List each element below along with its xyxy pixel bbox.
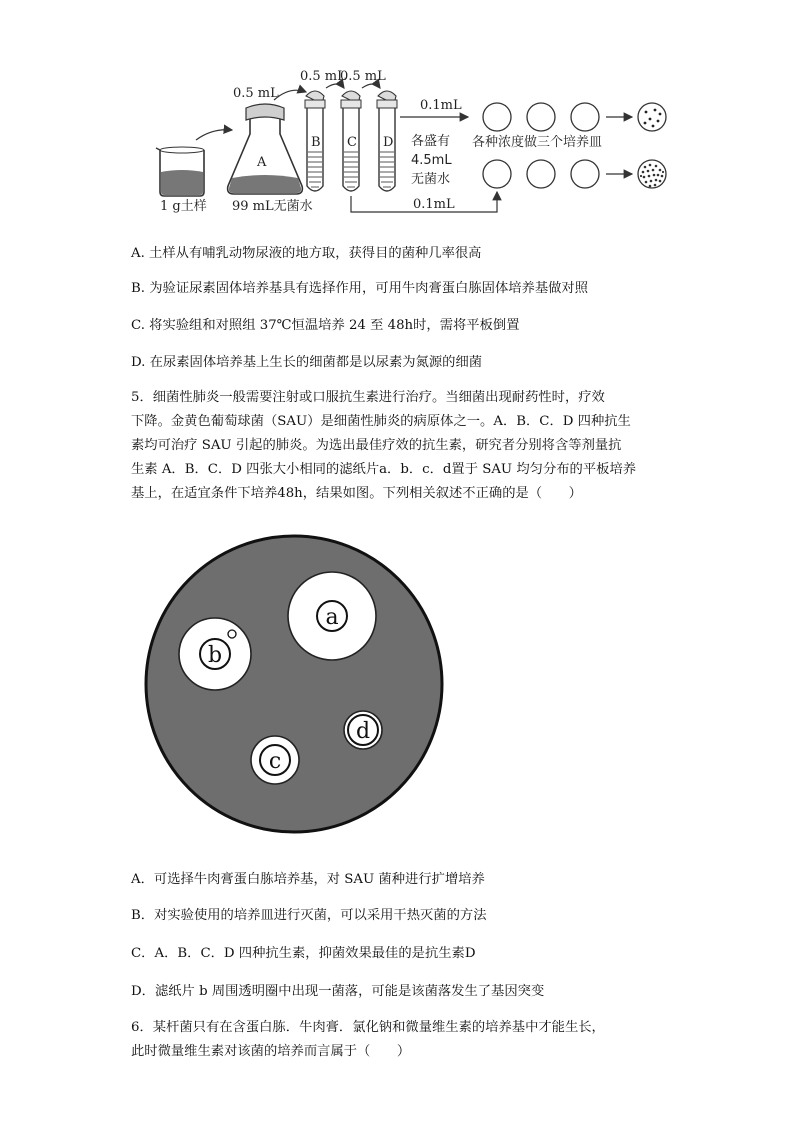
- soil-beaker: [156, 147, 204, 196]
- q4-option-c: C. 将实验组和对照组 37℃恒温培养 24 至 48h时，需将平板倒置: [131, 318, 520, 333]
- conical-flask-A: [228, 104, 303, 194]
- q6-stem-line: 6．某杆菌只有在含蛋白胨．牛肉膏．氯化钠和微量维生素的培养基中才能生长，: [131, 1020, 605, 1035]
- plate-bottom-3: [571, 160, 599, 188]
- plate-note: 各种浓度做三个培养皿: [472, 135, 603, 150]
- transfer-label-2: 0.5 mL: [300, 69, 346, 84]
- disc-label-b: b: [207, 643, 223, 668]
- resistant-colony: [228, 630, 236, 638]
- transfer-label-3: 0.5 mL: [340, 69, 386, 84]
- flask-label: 99 mL无菌水: [232, 199, 313, 214]
- q5-stem-line: 生素 A．B．C．D 四张大小相同的滤纸片a．b．c．d置于 SAU 均匀分布的平板培养: [131, 462, 637, 477]
- plate-transfer-top: 0.1mL: [420, 98, 462, 113]
- q4-option-a: A. 土样从有哺乳动物尿液的地方取，获得目的菌种几率很高: [131, 246, 482, 261]
- tube-letter-D: D: [383, 135, 394, 150]
- transfer-label-1: 0.5 mL: [233, 86, 279, 101]
- tube-letter-B: B: [311, 135, 321, 150]
- q5-option-a: A．可选择牛肉膏蛋白胨培养基，对 SAU 菌种进行扩增培养: [131, 872, 485, 887]
- result-plate-dense: [638, 160, 666, 188]
- q4-option-b: B. 为验证尿素固体培养基具有选择作用，可用牛肉膏蛋白胨固体培养基做对照: [131, 281, 589, 296]
- disc-label-d: d: [355, 719, 371, 744]
- plate-top-3: [571, 103, 599, 131]
- petri-dish: [146, 536, 442, 832]
- q5-option-d: D．滤纸片 b 周围透明圈中出现一菌落，可能是该菌落发生了基因突变: [131, 984, 545, 999]
- tube-letter-C: C: [347, 135, 357, 150]
- plate-bottom-2: [527, 160, 555, 188]
- plate-top-1: [483, 103, 511, 131]
- petri-dish-figure: [140, 530, 450, 840]
- tube-note-line-2: 4.5mL: [411, 153, 452, 168]
- q5-stem-line: 5．细菌性肺炎一般需要注射或口服抗生素进行治疗。当细菌出现耐药性时，疗效: [131, 390, 605, 405]
- q5-stem-line: 下降。金黄色葡萄球菌（SAU）是细菌性肺炎的病原体之一。A．B．C．D 四种抗生: [131, 414, 631, 429]
- plate-top-2: [527, 103, 555, 131]
- disc-label-c: c: [268, 749, 282, 774]
- q5-stem-line: 基上，在适宜条件下培养48h，结果如图。下列相关叙述不正确的是（ ）: [131, 486, 582, 501]
- q5-option-c: C．A．B．C．D 四种抗生素，抑菌效果最佳的是抗生素D: [131, 946, 476, 961]
- disc-label-a: a: [325, 605, 339, 630]
- plate-bottom-1: [483, 160, 511, 188]
- q5-stem: [131, 386, 671, 506]
- tube-note-line-3: 无菌水: [411, 172, 451, 187]
- tube-note-line-1: 各盛有: [411, 134, 451, 149]
- flask-letter: A: [257, 155, 267, 170]
- plate-transfer-bottom: 0.1mL: [413, 197, 455, 212]
- soil-label: 1 g土样: [160, 199, 207, 214]
- serial-dilution-figure: [0, 0, 794, 230]
- q6-stem-line: 此时微量维生素对该菌的培养而言属于（ ）: [131, 1044, 411, 1059]
- q4-option-d: D. 在尿素固体培养基上生长的细菌都是以尿素为氮源的细菌: [131, 355, 483, 370]
- q6-stem: [131, 1016, 671, 1064]
- q5-option-b: B．对实验使用的培养皿进行灭菌，可以采用干热灭菌的方法: [131, 908, 487, 923]
- result-plate-sparse: [638, 103, 666, 131]
- q5-stem-line: 素均可治疗 SAU 引起的肺炎。为选出最佳疗效的抗生素，研究者分别将含等剂量抗: [131, 438, 622, 453]
